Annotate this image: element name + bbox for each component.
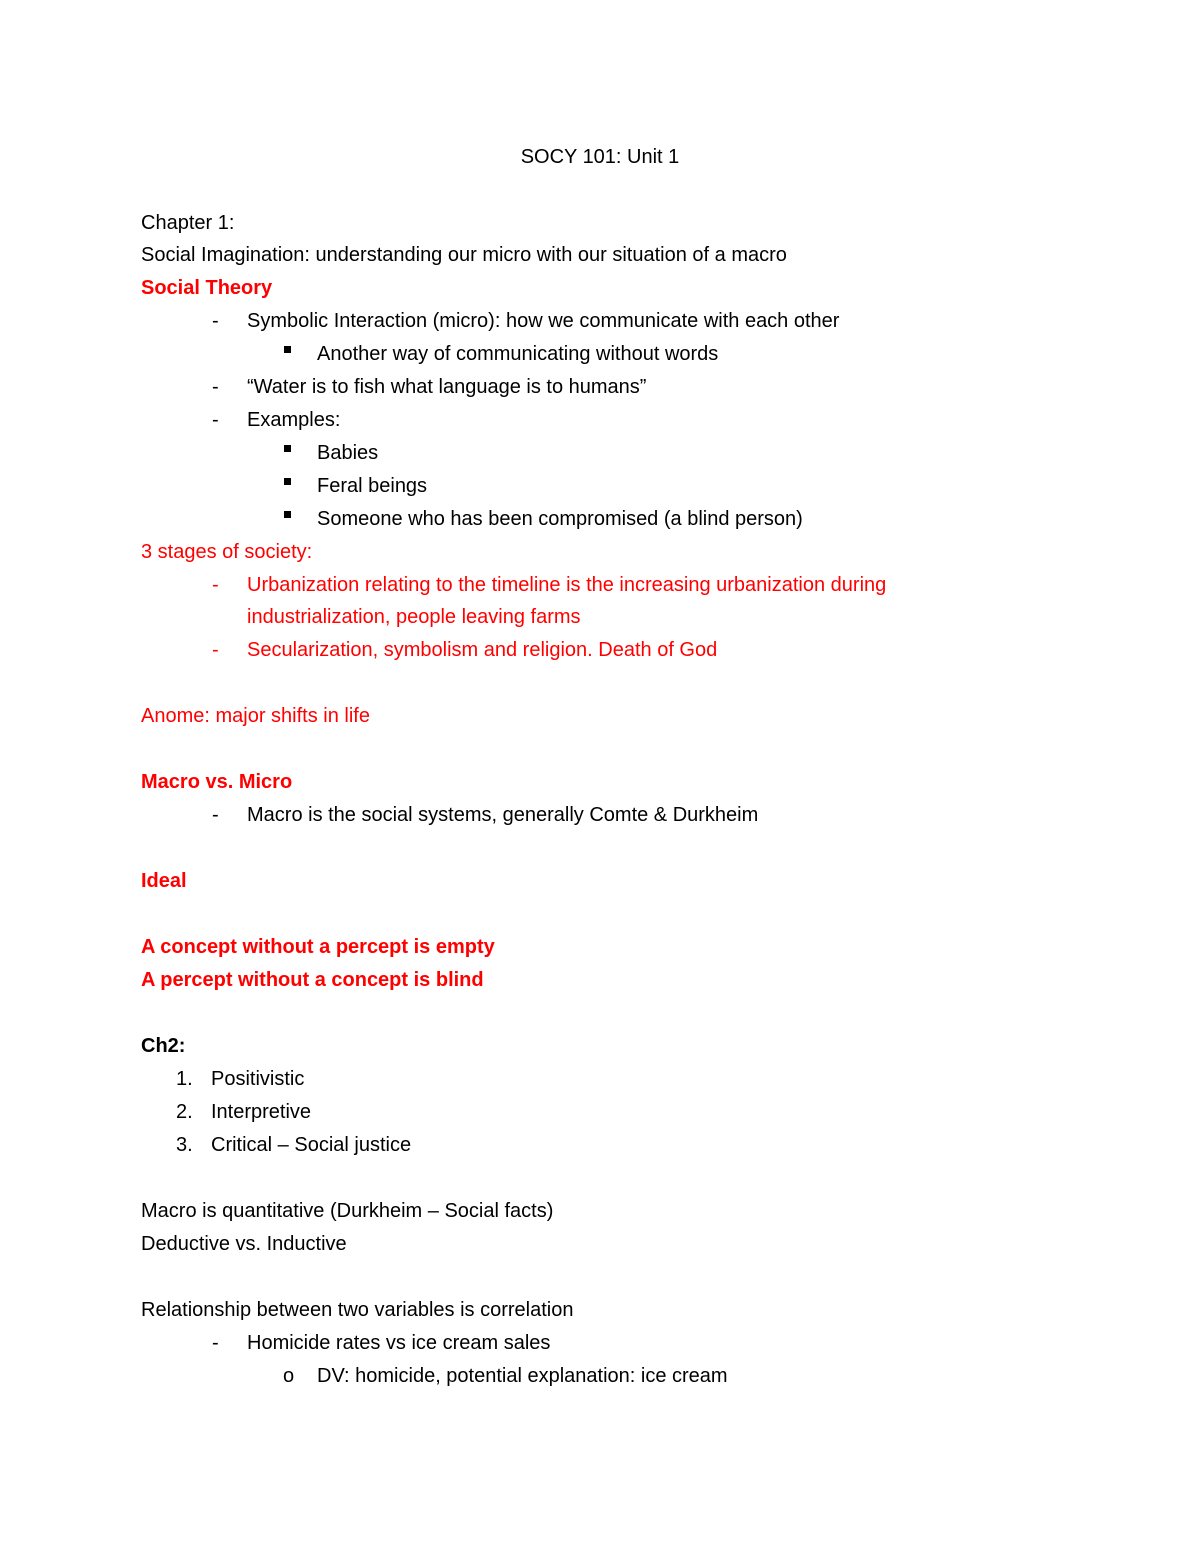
deductive-inductive-text: Deductive vs. Inductive: [141, 1233, 347, 1255]
urbanization-item-line1: Urbanization relating to the timeline is the increasing urbanization during: [247, 574, 887, 596]
anome-text: Anome: major shifts in life: [141, 705, 370, 727]
example-feral-beings: Feral beings: [317, 475, 428, 497]
social-imagination-text: Social Imagination: understanding our micro with our situation of a macro: [141, 244, 787, 266]
numbered-item-critical: Critical – Social justice: [211, 1134, 412, 1156]
square-bullet-icon: [284, 478, 291, 485]
list-number: 1.: [176, 1068, 193, 1090]
dv-sub-item: DV: homicide, potential explanation: ice cream: [317, 1365, 728, 1387]
macro-micro-heading: Macro vs. Micro: [141, 771, 293, 793]
urbanization-item-line2: industrialization, people leaving farms: [247, 606, 581, 628]
concept-line-2: A percept without a concept is blind: [141, 969, 484, 991]
example-babies: Babies: [317, 442, 379, 464]
numbered-item-positivistic: Positivistic: [211, 1068, 305, 1090]
macro-quantitative-text: Macro is quantitative (Durkheim – Social facts): [141, 1200, 554, 1222]
dash-bullet: -: [212, 310, 219, 332]
square-bullet-icon: [284, 346, 291, 353]
dash-bullet: -: [212, 639, 219, 661]
ch2-heading: Ch2:: [141, 1035, 186, 1057]
macro-social-systems-item: Macro is the social systems, generally Comte & Durkheim: [247, 804, 759, 826]
secularization-item: Secularization, symbolism and religion. Death of God: [247, 639, 718, 661]
communicating-sub-item: Another way of communicating without words: [317, 343, 719, 365]
list-number: 3.: [176, 1134, 193, 1156]
dash-bullet: -: [212, 804, 219, 826]
water-quote-item: “Water is to fish what language is to humans”: [247, 376, 647, 398]
list-number: 2.: [176, 1101, 193, 1123]
relationship-text: Relationship between two variables is correlation: [141, 1299, 574, 1321]
social-theory-heading: Social Theory: [141, 277, 273, 299]
stages-heading: 3 stages of society:: [141, 541, 313, 563]
dash-bullet: -: [212, 1332, 219, 1354]
dash-bullet: -: [212, 376, 219, 398]
document-title: SOCY 101: Unit 1: [520, 146, 680, 168]
dash-bullet: -: [212, 409, 219, 431]
chapter1-heading: Chapter 1:: [141, 212, 235, 234]
examples-item: Examples:: [247, 409, 341, 431]
ideal-heading: Ideal: [141, 870, 187, 892]
square-bullet-icon: [284, 445, 291, 452]
square-bullet-icon: [284, 511, 291, 518]
dash-bullet: -: [212, 574, 219, 596]
circle-bullet: o: [283, 1365, 295, 1387]
numbered-item-interpretive: Interpretive: [211, 1101, 312, 1123]
symbolic-interaction-item: Symbolic Interaction (micro): how we communicate with each other: [247, 310, 840, 332]
concept-line-1: A concept without a percept is empty: [141, 936, 495, 958]
homicide-item: Homicide rates vs ice cream sales: [247, 1332, 551, 1354]
example-compromised: Someone who has been compromised (a blind person): [317, 508, 803, 530]
